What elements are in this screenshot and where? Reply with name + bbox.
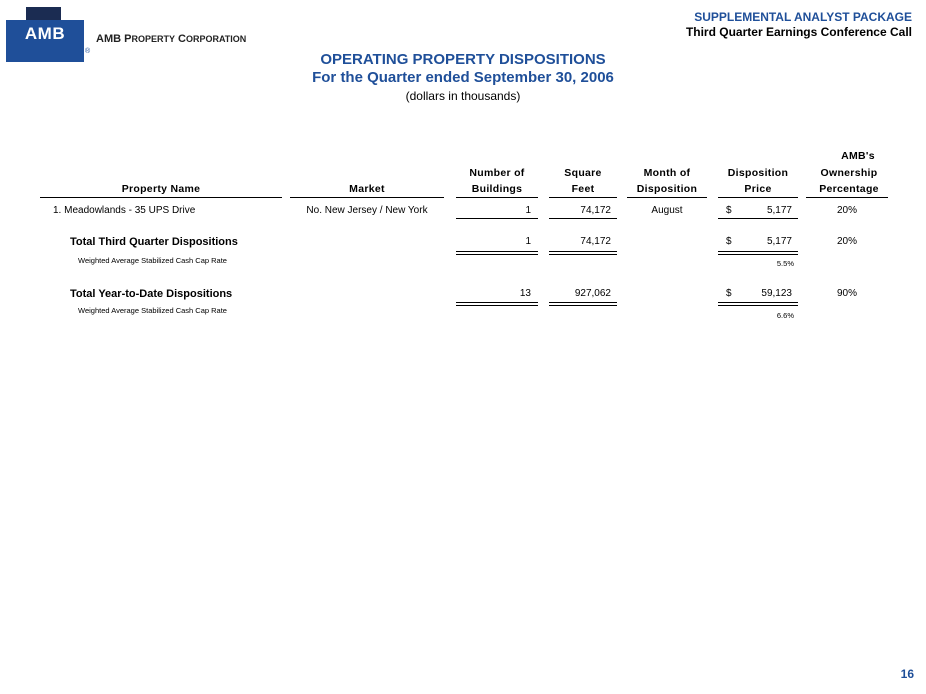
col-header-ownership-3: Percentage xyxy=(819,183,879,195)
total-ytd-price: 59,123 xyxy=(761,288,792,299)
row-sqft: 74,172 xyxy=(580,205,611,216)
col-header-sqft-2: Feet xyxy=(571,183,595,195)
col-header-property-name: Property Name xyxy=(121,183,201,195)
total-quarter-currency: $ xyxy=(726,236,732,247)
total-rule xyxy=(718,254,798,255)
col-header-month-2: Disposition xyxy=(636,183,698,195)
col-header-price-1: Disposition xyxy=(727,167,789,179)
total-rule xyxy=(549,302,617,303)
row-rule xyxy=(456,218,538,219)
total-rule xyxy=(549,254,617,255)
total-ytd-ownership: 90% xyxy=(836,288,857,299)
total-quarter-sqft: 74,172 xyxy=(580,236,611,247)
logo-text: AMB xyxy=(24,24,66,43)
header-rule xyxy=(40,197,282,198)
row-price: 5,177 xyxy=(766,205,792,216)
total-rule xyxy=(456,251,538,252)
total-rule xyxy=(456,305,538,306)
total-ytd-label: Total Year-to-Date Dispositions xyxy=(70,288,233,300)
row-rule xyxy=(549,218,617,219)
company-name: AMB PROPERTY CORPORATION xyxy=(96,33,247,45)
total-quarter-ownership: 20% xyxy=(836,236,857,247)
units-note: (dollars in thousands) xyxy=(405,89,521,103)
total-rule xyxy=(456,302,538,303)
col-header-month-1: Month of xyxy=(643,167,691,179)
total-rule xyxy=(549,251,617,252)
col-header-ownership-1: AMB's xyxy=(841,150,875,162)
row-buildings: 1 xyxy=(525,205,531,216)
total-ytd-cap-label: Weighted Average Stabilized Cash Cap Rate xyxy=(78,306,227,315)
row-market: No. New Jersey / New York xyxy=(306,205,428,216)
page-subtitle: For the Quarter ended September 30, 2006 xyxy=(312,69,614,86)
total-rule xyxy=(718,305,798,306)
event-title: Third Quarter Earnings Conference Call xyxy=(685,25,912,39)
total-ytd-cap-rate: 6.6% xyxy=(776,311,794,320)
row-property-name: 1. Meadowlands - 35 UPS Drive xyxy=(53,205,196,216)
col-header-ownership-2: Ownership xyxy=(820,167,878,179)
header-rule xyxy=(290,197,444,198)
page-number: 16 xyxy=(900,667,914,681)
logo-registered: ® xyxy=(85,48,91,55)
header-rule xyxy=(718,197,798,198)
total-quarter-cap-label: Weighted Average Stabilized Cash Cap Rate xyxy=(78,256,227,265)
total-quarter-label: Total Third Quarter Dispositions xyxy=(70,236,238,248)
row-month: August xyxy=(651,205,683,216)
header-rule xyxy=(549,197,617,198)
header-rule xyxy=(627,197,707,198)
total-quarter-buildings: 1 xyxy=(525,236,531,247)
package-title: SUPPLEMENTAL ANALYST PACKAGE xyxy=(694,10,912,24)
total-rule xyxy=(718,251,798,252)
total-ytd-sqft: 927,062 xyxy=(574,288,611,299)
row-currency: $ xyxy=(726,205,732,216)
header-rule xyxy=(456,197,538,198)
col-header-buildings-2: Buildings xyxy=(471,183,523,195)
total-quarter-price: 5,177 xyxy=(766,236,792,247)
col-header-price-2: Price xyxy=(744,183,772,195)
col-header-market: Market xyxy=(349,183,385,195)
total-rule xyxy=(718,302,798,303)
col-header-sqft-1: Square xyxy=(564,167,602,179)
total-rule xyxy=(549,305,617,306)
header-rule xyxy=(806,197,888,198)
total-ytd-currency: $ xyxy=(726,288,732,299)
total-rule xyxy=(456,254,538,255)
total-ytd-buildings: 13 xyxy=(519,288,531,299)
row-rule xyxy=(718,218,798,219)
col-header-buildings-1: Number of xyxy=(469,167,525,179)
total-quarter-cap-rate: 5.5% xyxy=(776,259,794,268)
row-ownership: 20% xyxy=(836,205,857,216)
page-title: OPERATING PROPERTY DISPOSITIONS xyxy=(320,51,606,68)
